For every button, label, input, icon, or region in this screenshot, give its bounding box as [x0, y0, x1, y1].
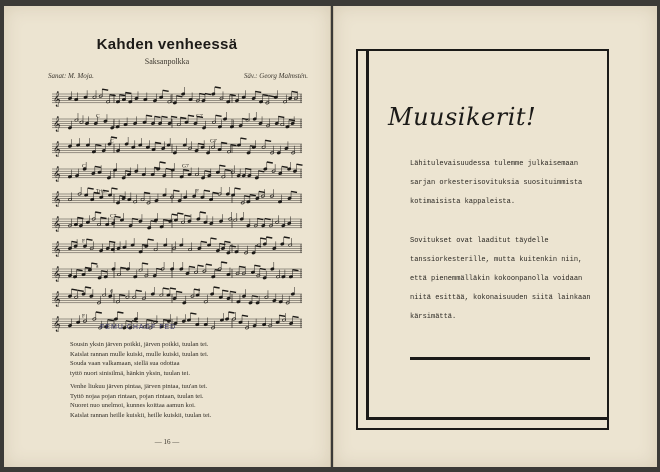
chord-symbol: G7 — [210, 138, 217, 145]
treble-clef-icon: 𝄞 — [53, 117, 61, 132]
treble-clef-icon: 𝄞 — [53, 192, 61, 207]
bottom-rule — [410, 357, 590, 360]
chord-symbol: C — [110, 138, 114, 145]
chord-symbol: F — [82, 313, 86, 320]
treble-clef-icon: 𝄞 — [53, 292, 61, 307]
chord-symbol: C — [82, 163, 86, 170]
lyric-line: Tyttö nojaa pojan rintaan, pojan rintaan, tuulan tei. — [70, 392, 204, 400]
treble-clef-icon: 𝄞 — [53, 142, 61, 157]
music-staff — [52, 137, 302, 157]
treble-clef-icon: 𝄞 — [53, 267, 61, 282]
lyric-line: Souda vaan valkamaan, siellä sua odottaa — [70, 360, 180, 368]
song-subtitle: Saksanpolkka — [144, 57, 190, 66]
chord-symbol: C7 — [110, 213, 117, 220]
page-number: — 16 — — [154, 438, 180, 446]
chord-symbol: G7 — [196, 113, 203, 120]
lyricist-credit: Sanat: M. Moja. — [48, 72, 94, 80]
treble-clef-icon: 𝄞 — [53, 217, 61, 232]
chord-symbol: F — [82, 238, 86, 245]
chord-symbol: d — [110, 288, 113, 295]
lyric-line: Nuoret nuo unelmoi, kunnes koittaa aamun koi. — [70, 402, 196, 410]
left-page — [4, 6, 331, 467]
announcement-paragraph-1: Lähitulevaisuudessa tulemme julkaisemaan sarjan orkesterisovituksia suosituimmista kotimaisista kappaleista. — [410, 160, 583, 206]
music-staff — [52, 287, 302, 307]
lyrics-verse-2 — [70, 382, 211, 420]
announcement-paragraph-2: Sovitukset ovat laaditut täydelle tanssiorkesterille, mutta kuitenkin niin, että pienemmälläkin kokoonpanolla voidaan niitä esittää, kokonaisuuden siitä lainkaan kärsimättä. — [410, 237, 591, 321]
song-title: Kahden venheessä — [96, 36, 238, 53]
chord-symbol: C — [96, 113, 100, 120]
lyrics-verse-1 — [70, 340, 208, 378]
right-page — [333, 6, 657, 467]
handwritten-note: FEMU CHAGF FED — [100, 324, 177, 331]
treble-clef-icon: 𝄞 — [53, 317, 61, 332]
music-staff — [52, 162, 302, 182]
lyric-line: Kaislat rannan mulle kuiski, mulle kuiski, tuulan tei. — [70, 350, 209, 358]
composer-credit: Säv.: Georg Malmstén. — [243, 72, 308, 80]
music-staff — [52, 87, 302, 107]
treble-clef-icon: 𝄞 — [53, 167, 61, 182]
chord-symbol: G7 — [182, 163, 189, 170]
music-staff — [52, 312, 302, 332]
announcement-heading: Muusikerit! — [388, 103, 537, 131]
treble-clef-icon: 𝄞 — [53, 242, 61, 257]
sheet-music-score — [52, 86, 310, 336]
lyric-line: Kaislat rannan heille kuiskii, heille kuiskii, tuulan tei. — [70, 411, 212, 419]
chord-symbol: Trio. — [96, 188, 107, 195]
music-staff — [52, 237, 302, 257]
decorative-frame — [356, 49, 609, 430]
music-staff — [52, 112, 302, 132]
lyric-line: tyttö nuori sinisilmä, hänkin yksin, tuulan tei. — [70, 369, 190, 377]
chord-symbol: a — [96, 263, 99, 270]
music-staff — [52, 187, 302, 207]
lyric-line: Venhe liukuu järven pintaa, järven pintaa, tuu'an tei. — [70, 383, 208, 390]
music-staff — [52, 212, 302, 232]
treble-clef-icon: 𝄞 — [53, 92, 61, 107]
lyric-line: Sousin yksin järven poikki, järven poikki, tuulan tei. — [70, 341, 209, 348]
music-staff — [52, 262, 302, 282]
chord-symbol: F — [196, 188, 200, 195]
